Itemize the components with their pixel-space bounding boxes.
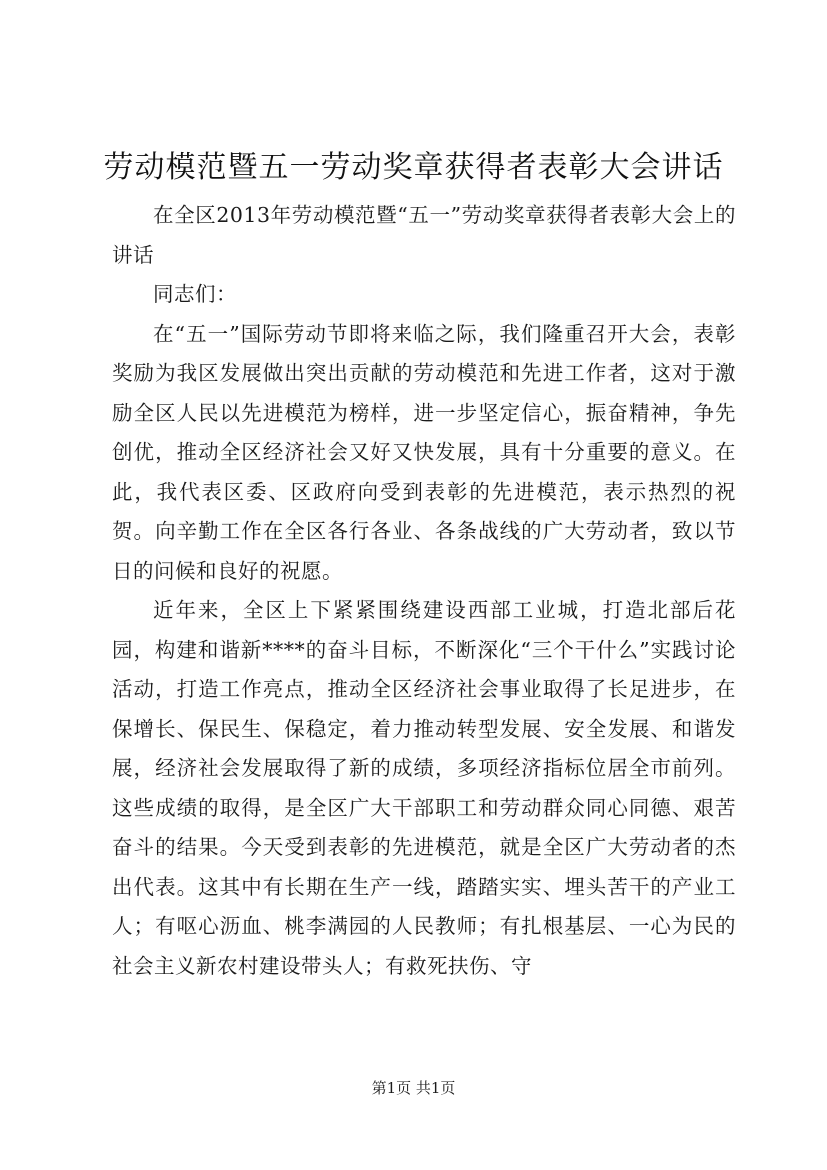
document-body (112, 196, 736, 986)
paragraph-salutation: 同志们： (153, 282, 237, 306)
document-title: 劳动模范暨五一劳动奖章获得者表彰大会讲话 (103, 150, 724, 185)
paragraph-opening: 在“五一”国际劳动节即将来临之际，我们隆重召开大会，表彰奖励为我区发展做出突出贡献的劳动模范和先进工作者，这对于激励全区人民以先进模范为榜样，进一步坚定信心，振奋精神，争先创优，推动全区经济社会又好又快发展，具有十分重要的意义。在此，我代表区委、区政府向受到表彰的先进模范，表示热烈的祝贺。向辛勤工作在全区各行各业、各条战线的广大劳动者，致以节日的问候和良好的祝愿。 (112, 321, 736, 583)
page-footer: 第1页 共1页 (371, 1079, 456, 1097)
paragraph-achievements: 近年来，全区上下紧紧围绕建设西部工业城，打造北部后花园，构建和谐新****的奋斗目标，不断深化“三个干什么”实践讨论活动，打造工作亮点，推动全区经济社会事业取得了长足进步，在保增长、保民生、保稳定，着力推动转型发展、安全发展、和谐发展，经济社会发展取得了新的成绩，多项经济指标位居全市前列。这些成绩的取得，是全区广大干部职工和劳动群众同心同德、艰苦奋斗的结果。今天受到表彰的先进模范，就是全区广大劳动者的杰出代表。这其中有长期在生产一线，踏踏实实、埋头苦干的产业工人；有呕心沥血、桃李满园的人民教师；有扎根基层、一心为民的社会主义新农村建设带头人；有救死扶伤、守 (112, 598, 736, 978)
paragraph-subtitle: 在全区2013年劳动模范暨“五一”劳动奖章获得者表彰大会上的讲话 (112, 203, 736, 267)
